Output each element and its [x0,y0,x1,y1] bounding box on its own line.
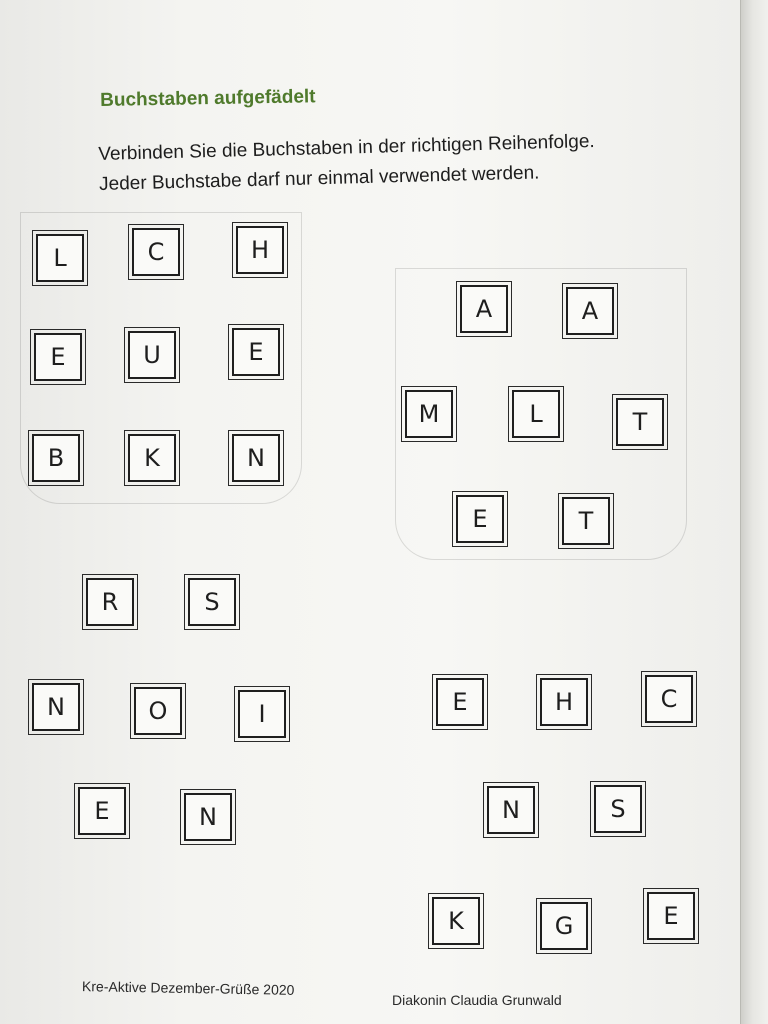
puzzle-1-tile: E [34,333,82,381]
puzzle-4-tile: E [647,892,695,940]
puzzle-3-tile: O [134,687,182,735]
footer-right: Diakonin Claudia Grunwald [392,992,562,1008]
puzzle-3-tile: N [184,793,232,841]
puzzle-4-tile: G [540,902,588,950]
puzzle-3-tile: N [32,683,80,731]
puzzle-1-tile: U [128,331,176,379]
puzzle-1-tile: B [32,434,80,482]
puzzle-2-tile: T [562,497,610,545]
puzzle-3-tile: R [86,578,134,626]
puzzle-4-tile: K [432,897,480,945]
puzzle-1-tile: N [232,434,280,482]
puzzle-1-tile: K [128,434,176,482]
puzzle-2-tile: E [456,495,504,543]
puzzle-4-tile: N [487,786,535,834]
puzzle-3-tile: I [238,690,286,738]
puzzle-3-tile: S [188,578,236,626]
puzzle-4-tile: H [540,678,588,726]
puzzle-1-tile: E [232,328,280,376]
puzzle-1-tile: L [36,234,84,282]
page-fold [740,0,768,1024]
puzzle-2-tile: A [566,287,614,335]
puzzle-4-tile: C [645,675,693,723]
puzzle-2-tile: T [616,398,664,446]
puzzle-3-tile: E [78,787,126,835]
instructions [98,127,596,200]
puzzle-1-tile: C [132,228,180,276]
puzzle-2-tile: A [460,285,508,333]
puzzle-2-tile: L [512,390,560,438]
puzzle-2-tile: M [405,390,453,438]
footer-left: Kre-Aktive Dezember-Grüße 2020 [81,978,295,998]
instruction-line-1: Verbinden Sie die Buchstaben in der richtigen Reihenfolge. [98,131,595,165]
puzzle-4-tile: E [436,678,484,726]
worksheet-title: Buchstaben aufgefädelt [100,86,316,111]
puzzle-4-tile: S [594,785,642,833]
puzzle-1-tile: H [236,226,284,274]
instruction-line-2: Jeder Buchstabe darf nur einmal verwendet werden. [98,162,540,195]
